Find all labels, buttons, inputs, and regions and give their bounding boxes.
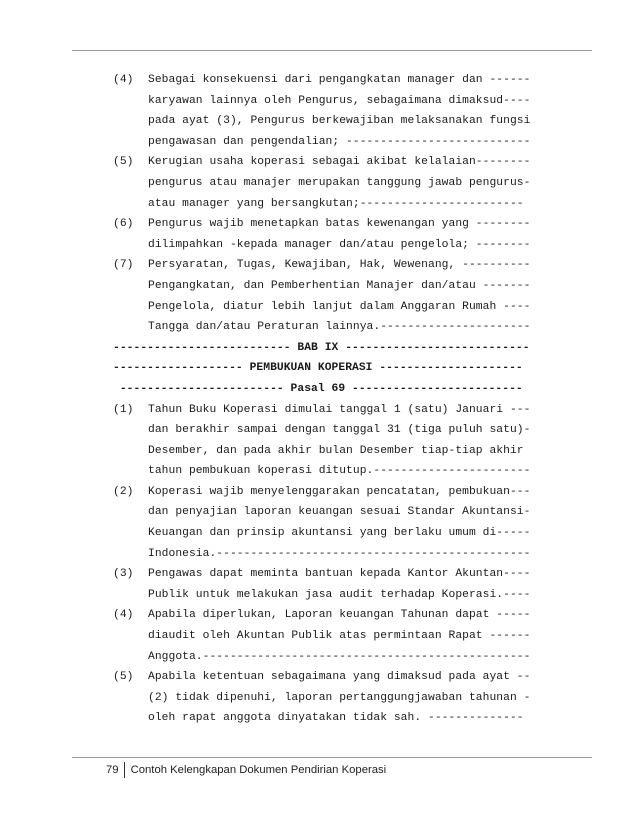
item-line xyxy=(113,688,583,709)
item-line xyxy=(113,132,583,153)
footer-rule xyxy=(72,757,592,758)
item-line xyxy=(113,400,583,421)
page-footer xyxy=(106,762,386,778)
item-number: (7) xyxy=(113,259,134,272)
item-line xyxy=(113,564,583,585)
item-number: (2) xyxy=(113,485,134,498)
item-line xyxy=(113,297,583,318)
item-text: Indonesia.---------------------------------------------- xyxy=(148,547,531,560)
item-text: Desember, dan pada akhir bulan Desember tiap-tiap akhir xyxy=(148,444,524,457)
item-line xyxy=(113,214,583,235)
item-number: (1) xyxy=(113,403,134,416)
item-text: dilimpahkan -kepada manager dan/atau pengelola; -------- xyxy=(148,238,531,251)
item-text: Apabila diperlukan, Laporan keuangan Tahunan dapat ----- xyxy=(148,609,531,622)
item-text: Pengelola, diatur lebih lanjut dalam Anggaran Rumah ---- xyxy=(148,300,531,313)
item-text: Apabila ketentuan sebagaimana yang dimaksud pada ayat -- xyxy=(148,671,531,684)
item-text: (2) tidak dipenuhi, laporan pertanggungjawaban tahunan - xyxy=(148,691,531,704)
item-text: tahun pembukuan koperasi ditutup.----------------------- xyxy=(148,465,531,478)
item-number: (3) xyxy=(113,568,134,581)
item-number: (4) xyxy=(113,609,134,622)
item-number: (6) xyxy=(113,218,134,231)
item-line xyxy=(113,111,583,132)
item-line xyxy=(113,441,583,462)
article-items-continued xyxy=(113,70,583,338)
item-line xyxy=(113,420,583,441)
list-item xyxy=(113,400,583,482)
item-text: karyawan lainnya oleh Pengurus, sebagaimana dimaksud---- xyxy=(148,94,531,107)
list-item xyxy=(113,482,583,564)
item-line xyxy=(113,152,583,173)
item-line xyxy=(113,173,583,194)
item-line xyxy=(113,544,583,565)
footer-title: Contoh Kelengkapan Dokumen Pendirian Koperasi xyxy=(130,764,387,776)
item-text: diaudit oleh Akuntan Publik atas permintaan Rapat ------ xyxy=(148,630,531,643)
footer-separator xyxy=(124,762,125,778)
list-item xyxy=(113,70,583,152)
item-line xyxy=(113,276,583,297)
chapter-subtitle: ------------------- PEMBUKUAN KOPERASI --------------------- xyxy=(113,362,523,375)
item-text: Anggota.------------------------------------------------ xyxy=(148,650,531,663)
item-text: Kerugian usaha koperasi sebagai akibat kelalaian-------- xyxy=(148,156,531,169)
list-item xyxy=(113,255,583,337)
item-line xyxy=(113,523,583,544)
pasal-title: ------------------------ Pasal 69 ------------------------- xyxy=(113,382,523,395)
item-line xyxy=(113,482,583,503)
item-number: (5) xyxy=(113,671,134,684)
chapter-title: -------------------------- BAB IX --------------------------- xyxy=(113,341,530,354)
item-text: Persyaratan, Tugas, Kewajiban, Hak, Wewenang, ---------- xyxy=(148,259,531,272)
item-line xyxy=(113,502,583,523)
item-number: (5) xyxy=(113,156,134,169)
item-line xyxy=(113,667,583,688)
item-line xyxy=(113,461,583,482)
item-text: Pengangkatan, dan Pemberhentian Manajer dan/atau ------- xyxy=(148,279,531,292)
item-text: pengurus atau manajer merupakan tanggung jawab pengurus- xyxy=(148,176,531,189)
document-body xyxy=(113,70,583,729)
list-item xyxy=(113,667,583,729)
item-text: Publik untuk melakukan jasa audit terhadap Koperasi.---- xyxy=(148,588,531,601)
list-item xyxy=(113,564,583,605)
page-number: 79 xyxy=(106,764,119,776)
item-text: Pengurus wajib menetapkan batas kewenangan yang -------- xyxy=(148,218,531,231)
item-text: pengawasan dan pengendalian; --------------------------- xyxy=(148,135,531,148)
item-text: Sebagai konsekuensi dari pengangkatan manager dan ------ xyxy=(148,74,531,86)
chapter-heading-block xyxy=(113,338,583,400)
list-item xyxy=(113,152,583,214)
item-line xyxy=(113,647,583,668)
item-text: oleh rapat anggota dinyatakan tidak sah. -------------- xyxy=(148,712,524,725)
item-line xyxy=(113,235,583,256)
item-text: Koperasi wajib menyelenggarakan pencatatan, pembukuan--- xyxy=(148,485,531,498)
item-line xyxy=(113,91,583,112)
list-item xyxy=(113,214,583,255)
item-text: dan berakhir sampai dengan tanggal 31 (tiga puluh satu)- xyxy=(148,424,531,437)
item-line xyxy=(113,70,583,91)
list-item xyxy=(113,605,583,667)
pasal-69-items xyxy=(113,400,583,730)
item-text: dan penyajian laporan keuangan sesuai Standar Akuntansi- xyxy=(148,506,531,519)
item-line xyxy=(113,605,583,626)
item-text: Tahun Buku Koperasi dimulai tanggal 1 (satu) Januari --- xyxy=(148,403,531,416)
item-line xyxy=(113,255,583,276)
item-line xyxy=(113,585,583,606)
item-text: Pengawas dapat meminta bantuan kepada Kantor Akuntan---- xyxy=(148,568,531,581)
header-rule xyxy=(72,50,592,51)
item-line xyxy=(113,708,583,729)
item-text: Tangga dan/atau Peraturan lainnya.---------------------- xyxy=(148,321,531,334)
item-text: Keuangan dan prinsip akuntansi yang berlaku umum di----- xyxy=(148,527,531,540)
item-line xyxy=(113,194,583,215)
item-text: pada ayat (3), Pengurus berkewajiban melaksanakan fungsi xyxy=(148,115,531,128)
item-line xyxy=(113,626,583,647)
item-line xyxy=(113,317,583,338)
item-text: atau manager yang bersangkutan;------------------------ xyxy=(148,197,524,210)
item-number: (4) xyxy=(113,74,134,86)
